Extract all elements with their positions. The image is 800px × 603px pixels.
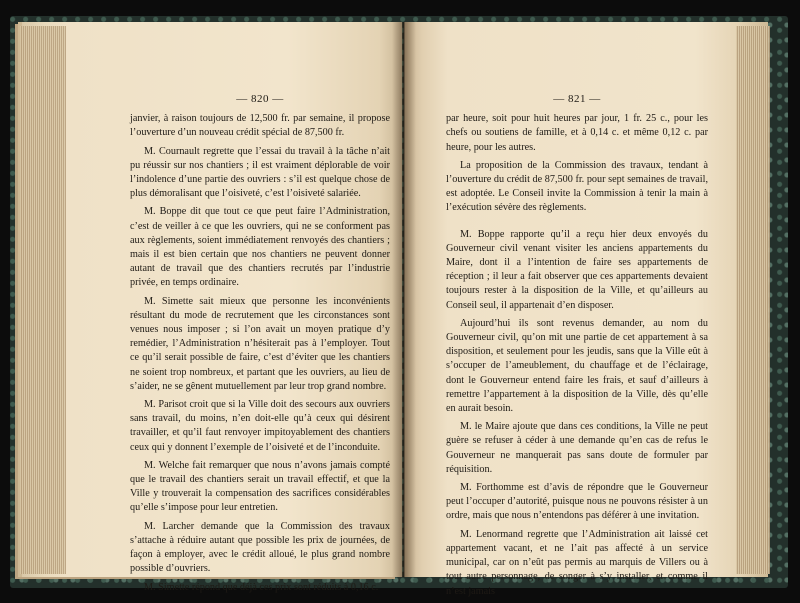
paragraph: par heure, soit pour huit heures par jour, 1 fr. 25 c., pour les chefs ou soutiens de famille, et à 0,14 c. et même 0,12 c. par heure, pour les autres. [446,113,708,153]
right-page [404,22,768,597]
paragraph: M. Lenormand regrette que l’Administration ait laissé cet appartement vacant, et ne l’ait pas affecté à un service municipal, car on n’eût pas permis au marquis de Villers ou à tout autre personnage, de songer à s’y installer, et comme il n’est jamais [446,528,708,597]
paragraph: M. le Maire ajoute que dans ces conditions, la Ville ne peut guère se refuser à céder à une demande qu’en cas de refus le Gouverneur ne manquerait pas sans doute de formuler par réquisition. [446,421,708,475]
right-page-edges [736,26,770,574]
paragraph: M. Simette répond que déjà ces prix sont réduits à 0,16 c. [144,581,379,593]
left-page-text [130,92,390,599]
paragraph: M. Boppe dit que tout ce que peut faire l’Administration, c’est de veiller à ce que les ouvriers, qui ne se conforment pas aux règlements, soient immédiatement renvoyés des chantiers ; mais il est bien certain que nos chantiers ne peuvent donner autant de travail que des chantiers recrutés par l’industrie privée, en temps ordinaire. [130,206,390,289]
paragraph: M. Larcher demande que la Commission des travaux s’attache à réduire autant que possible les prix de journées, de façon à employer, avec le crédit alloué, le plus grand nombre possible d’ouvriers. [130,520,390,575]
paragraph: janvier, à raison toujours de 12,500 fr. par semaine, il propose l’ouverture d’un nouveau crédit spécial de 87,500 fr. [130,113,390,139]
page-number-820: — 820 — [236,93,284,105]
left-page-edges [20,26,66,574]
book-gutter [392,22,416,577]
paragraph: M. Boppe rapporte qu’il a reçu hier deux envoyés du Gouverneur civil venant visiter les anciens appartements du Maire, dont il a l’intention de faire ses appartements de réception ; il leur a fait observer que ces appartements devaient toujours rester à la disposition de la Ville, et qu’ailleurs au Conseil seul, il appartenait d’en disposer. [446,228,708,311]
paragraph: La proposition de la Commission des travaux, tendant à l’ouverture du crédit de 87,500 fr. pour sept semaines de travail, est adoptée. Le Conseil invite la Commission à tenir la main à l’exécution sévère des règlements. [446,159,708,214]
paragraph: Aujourd’hui ils sont revenus demander, au nom du Gouverneur civil, qu’on mit une partie de cet appartement à sa disposition, et seulement pour les jeudis, sans que la Ville eût à s’occuper de l’ameublement, du chauffage et de l’éclairage, dont le Gouverneur entend faire les frais, et sauf d’ailleurs à remettre l’appartement à la disposition de la Ville, dès qu’elle en aurait besoin. [446,317,708,415]
paragraph: M. Simette sait mieux que personne les inconvénients résultant du mode de recrutement que les circonstances sont venues nous imposer ; si l’on avait un moyen pratique d’y remédier, l’Administration n’hésiterait pas à l’employer. Tout ce qu’il serait possible de faire, c’est d’éviter que les chantiers ne soient trop nombreux, et partant que les ouvriers, au lieu de s’aider, ne se gênent mutuellement par leur trop grand nombre. [130,295,390,392]
page-number-821: — 821 — [553,93,601,105]
paragraph: M. Cournault regrette que l’essai du travail à la tâche n’ait pu réussir sur nos chantiers ; il est vraiment déplorable de voir l’indolence d’une partie des ouvriers : s’il est quelque chose de plus démoralisant que l’oisiveté, c’est l’oisiveté salariée. [130,145,390,200]
paragraph: M. Forthomme est d’avis de répondre que le Gouverneur peut l’occuper d’autorité, puisque nous ne pouvons résister à un ordre, mais que nous n’entendons pas déférer à une invitation. [446,482,708,522]
paragraph: M. Parisot croit que si la Ville doit des secours aux ouvriers sans travail, du moins, n’en doit-elle qu’à ceux qui désirent travailler, et qu’il faut renvoyer impitoyablement des chantiers ceux qui y donnent l’exemple de l’oisiveté et de l’inconduite. [130,399,390,453]
paragraph: M. Welche fait remarquer que nous n’avons jamais compté que le travail des chantiers serait un travail effectif, et que la Ville y trouverait la compensation des sacrifices considérables qu’elle s’impose pour leur entretien. [130,459,390,514]
right-page-text [446,92,708,603]
left-page [22,22,402,593]
open-book [22,22,768,597]
